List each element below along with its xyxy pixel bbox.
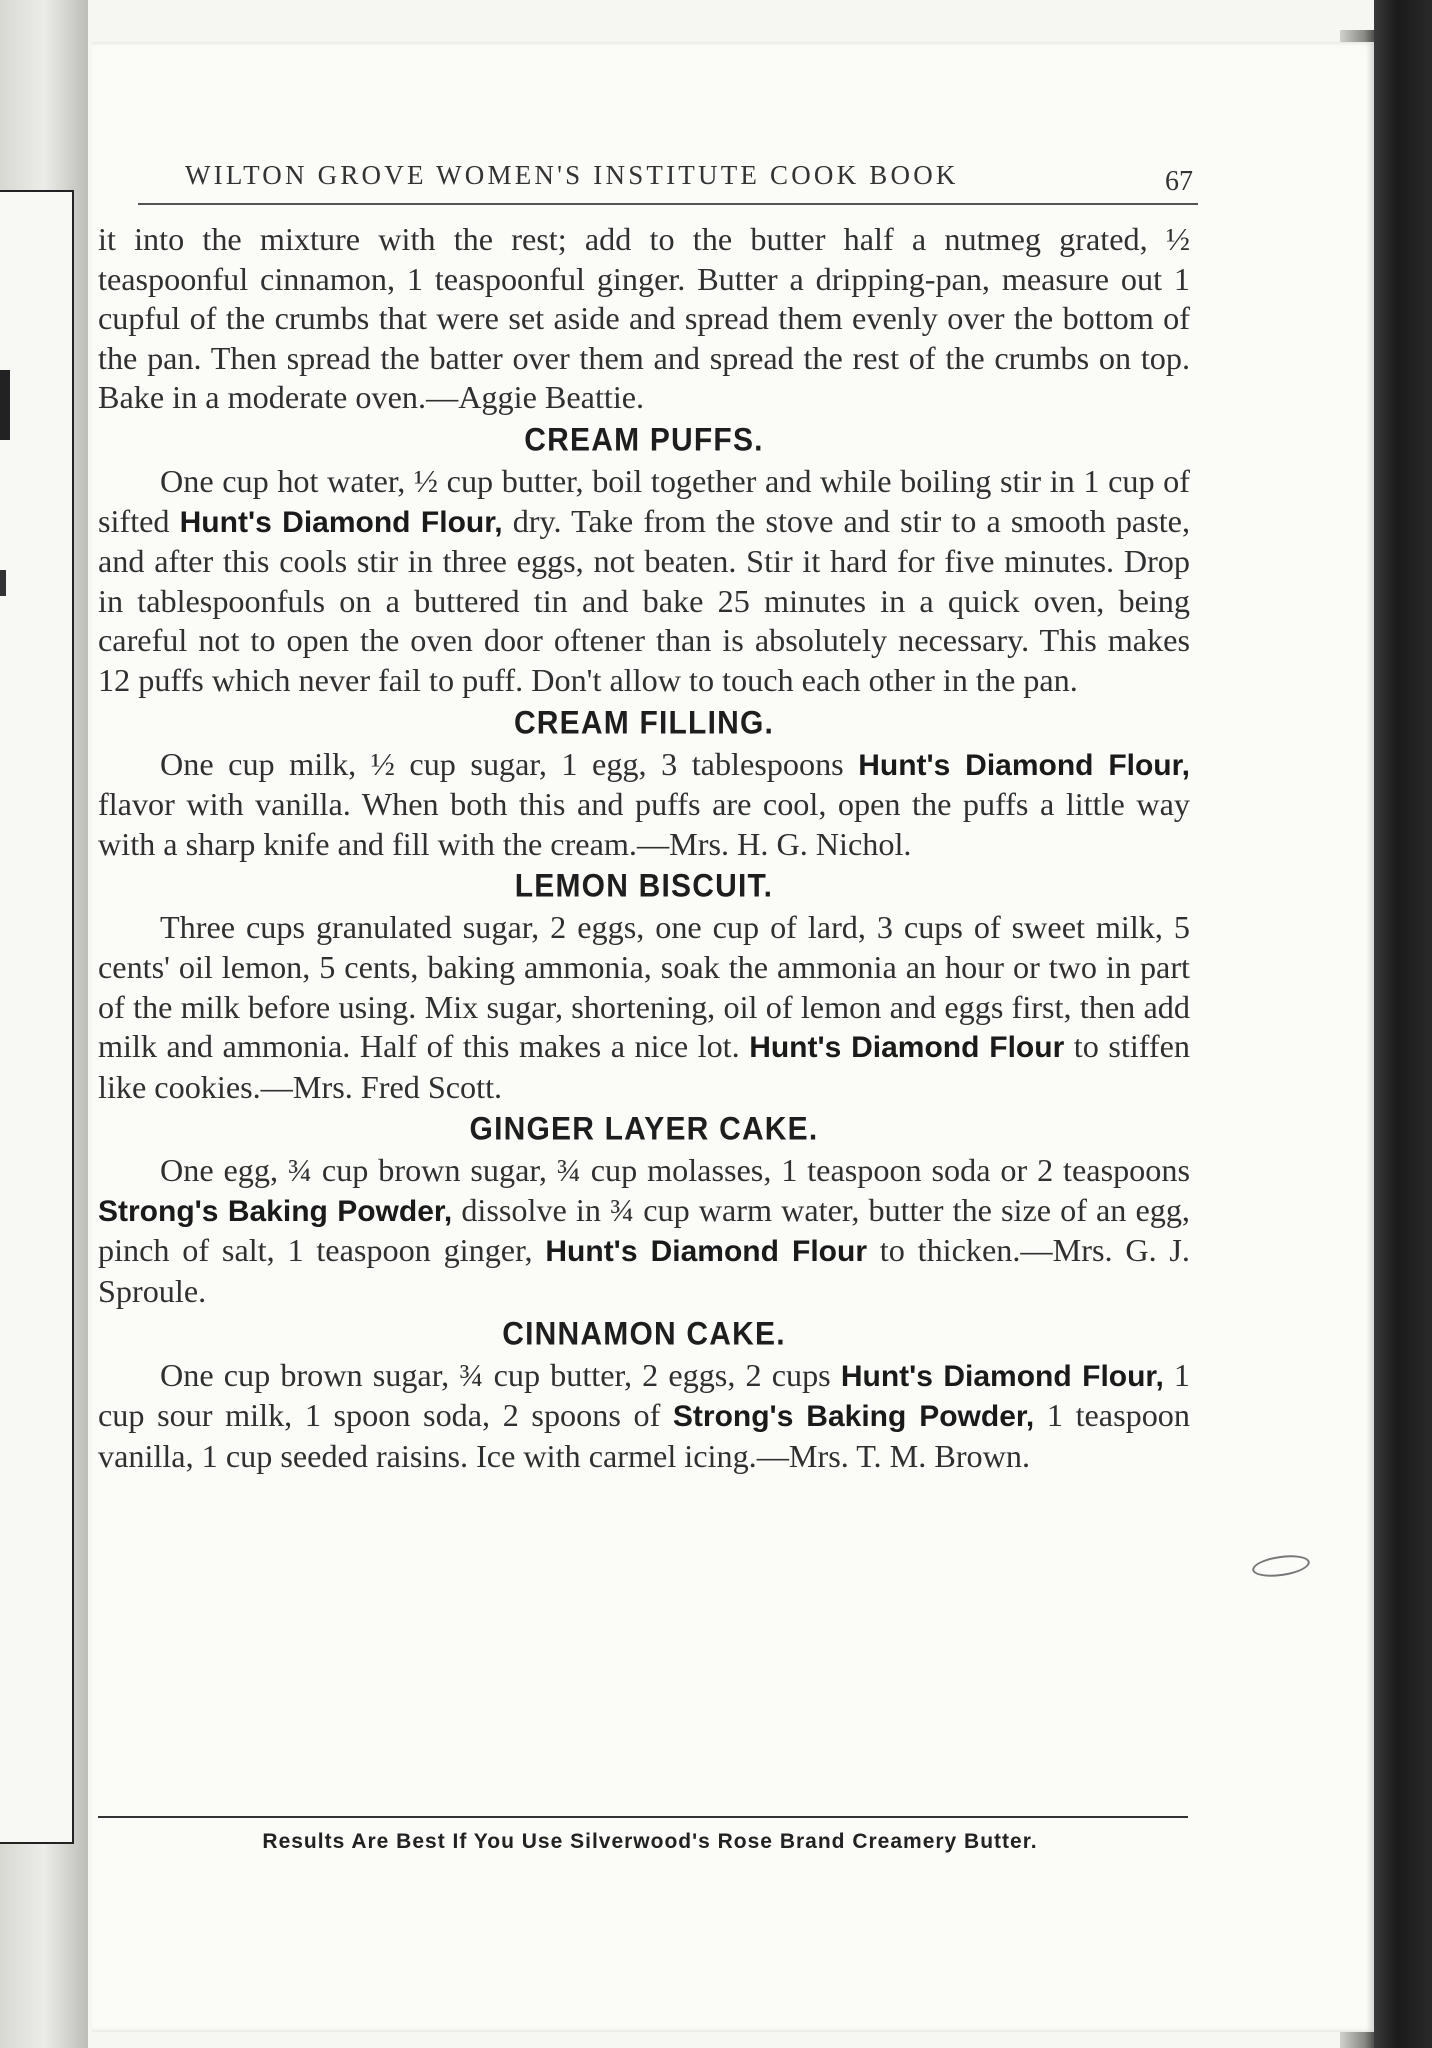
recipe-text: [98, 745, 1190, 865]
facing-page-mark: [0, 370, 10, 440]
brand-name: Hunt's Diamond Flour,: [858, 748, 1190, 782]
recipe-text-run: One cup brown sugar, ¾ cup butter, 2 eggs, 2 cups: [160, 1356, 841, 1393]
recipe-text-run: dry. Take from the stove and stir to a smooth paste, and after this cools stir in three eggs, not beaten. Stir it hard for five minutes. Drop in tablespoonfuls on a buttered tin and bake 25 minutes in a quick oven, being careful not to open the oven door oftener than is absolutely necessary. This makes 12 puffs which never fail to puff. Don't allow to touch each other in the pan.: [98, 502, 1191, 698]
header-rule: [138, 203, 1198, 205]
recipe-text-run: 1 teaspoon vanilla, 1 cup seeded raisins. Ice with carmel icing.—Mrs. T. M. Brown.: [98, 1397, 1190, 1474]
footer-rule: [98, 1816, 1188, 1818]
recipe-text-run: to stiffen like cookies.—Mrs. Fred Scott.: [98, 1028, 1190, 1105]
footer-advertisement: Results Are Best If You Use Silverwood's Rose Brand Creamery Butter.: [262, 1830, 1038, 1853]
recipe-text-run: to thicken.—Mrs. G. J. Sproule.: [98, 1232, 1190, 1310]
brand-name: Hunt's Diamond Flour,: [179, 505, 503, 539]
page-body: [98, 220, 1190, 1476]
recipe-text-run: One egg, ¾ cup brown sugar, ¾ cup molasses, 1 teaspoon soda or 2 teaspoons: [160, 1152, 1190, 1189]
brand-name: Hunt's Diamond Flour,: [840, 1359, 1164, 1393]
recipe-text-run: flavor with vanilla. When both this and puffs are cool, open the puffs a little way with a sharp knife and fill with the cream.—Mrs. H. G. Nichol.: [98, 786, 1190, 862]
running-header: [185, 160, 1205, 200]
recipe-text-run: Three cups granulated sugar, 2 eggs, one cup of lard, 3 cups of sweet milk, 5 cents' oil lemon, 5 cents, baking ammonia, soak the ammonia an hour or two in part of the milk before using. Mix sugar, shortening, oil of lemon and eggs first, then add milk and ammonia. Half of this makes a nice lot.: [98, 909, 1190, 1065]
brand-name: Hunt's Diamond Flour: [545, 1235, 867, 1269]
recipe-ginger-layer-cake: [98, 1113, 1190, 1311]
recipe-text: [98, 462, 1190, 701]
continued-paragraph: it into the mixture with the rest; add to the butter half a nutmeg grated, ½ teaspoonful cinnamon, 1 teaspoonful ginger. Butter a dripping-pan, measure out 1 cupful of the crumbs that were set aside and spread them evenly over the bottom of the pan. Then spread the batter over them and spread the rest of the crumbs on top. Bake in a moderate oven.—Aggie Beattie.: [98, 221, 1190, 416]
recipe-lemon-biscuit: [98, 870, 1190, 1107]
recipe-text-run: One cup milk, ½ cup sugar, 1 egg, 3 tablespoons: [160, 745, 859, 782]
facing-page-edge: [0, 190, 74, 1844]
recipe-title: CREAM FILLING.: [513, 705, 775, 741]
recipe-title: CREAM PUFFS.: [524, 422, 764, 459]
recipe-cinnamon-cake: [98, 1318, 1190, 1477]
brand-name: Strong's Baking Powder,: [672, 1400, 1035, 1434]
page-number: 67: [1165, 166, 1193, 197]
recipe-title: CINNAMON CAKE.: [502, 1316, 786, 1352]
brand-name: Hunt's Diamond Flour: [749, 1031, 1065, 1065]
recipe-text: [98, 908, 1190, 1107]
recipe-text-run: One cup hot water, ½ cup butter, boil together and while boiling stir in 1 cup of sifted: [98, 462, 1190, 539]
recipe-cream-filling: [98, 707, 1190, 865]
recipe-text: [98, 1356, 1190, 1477]
facing-page-mark: [0, 570, 6, 596]
recipe-cream-puffs: [98, 424, 1190, 701]
recipe-text-run: 1 cup sour milk, 1 spoon soda, 2 spoons of: [98, 1356, 1191, 1434]
recipe-title: LEMON BISCUIT.: [514, 868, 774, 905]
header-title: WILTON GROVE WOMEN'S INSTITUTE COOK BOOK: [185, 160, 959, 190]
scan-border: [1374, 0, 1432, 2048]
recipe-text-run: dissolve in ¾ cup warm water, butter the size of an egg, pinch of salt, 1 teaspoon ginger,: [98, 1191, 1190, 1269]
recipe-title: GINGER LAYER CAKE.: [469, 1111, 819, 1148]
brand-name: Strong's Baking Powder,: [98, 1194, 453, 1228]
recipe-text: [98, 1151, 1190, 1311]
